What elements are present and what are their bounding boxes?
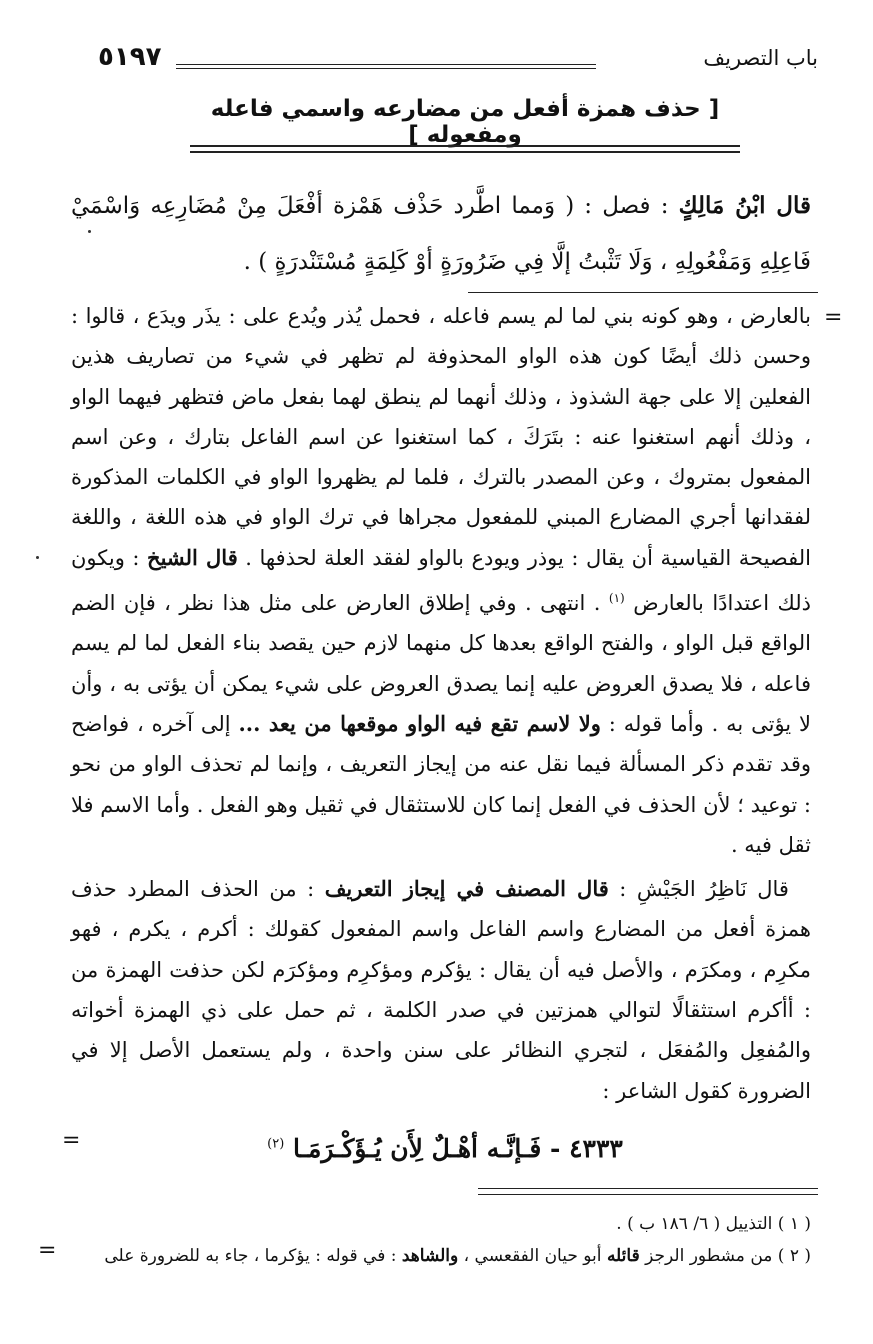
footnote-bold: قائله bbox=[606, 1246, 640, 1266]
matn-text bbox=[71, 178, 811, 290]
verse-number: ٤٣٣٣ - bbox=[550, 1134, 623, 1163]
paragraph: قال نَاظِرُ الجَيْشِ : قال المصنف في إيجاز التعريف : من الحذف المطرد حذف همزة أفعل من المضارع واسم الفاعل واسم المفعول كقولك : أكرم ، يكرم ، فهو مكرِم ، ومكرَم ، والأصل فيه أن يقال : يؤكرم ومؤكرِم ومؤكرَم لكن حذفت الهمزة من : أأكرم استثقالًا لتوالي همزتين في صدر الكلمة ، ثم حمل على ذي الهمزة أخواته والمُفعِل والمُفعَل ، لتجري النظائر على سنن واحدة ، ولم يستعمل الأصل إلا في الضرورة كقول الشاعر : bbox=[71, 876, 811, 1103]
footnote-text: ( ٢ ) من مشطور الرجز bbox=[645, 1246, 811, 1266]
verse-text: فَـإنَّـه أهْـلٌ لِأَن يُـؤَكْـرَمَـا bbox=[293, 1134, 542, 1163]
title-rule-bottom bbox=[190, 151, 740, 153]
footnotes bbox=[51, 1208, 811, 1272]
footnote-1: ( ١ ) التذييل ( ٦/ ١٨٦ ب ) . bbox=[616, 1214, 811, 1234]
page-number: ٥١٩٧ bbox=[98, 42, 162, 72]
paragraph bbox=[71, 296, 811, 865]
margin-dot bbox=[36, 556, 39, 559]
continuation-mark-top: = bbox=[824, 305, 843, 330]
matn-speaker: قال ابْنُ مَالِكٍ bbox=[678, 192, 812, 219]
continuation-mark-note: = bbox=[38, 1238, 57, 1263]
paragraph-text: بالعارض ، وهو كونه بني لما لم يسم فاعله ، فحمل يُذر ويُدع على : يذَر ويدَع ، قالوا : وحسن ذلك أيضًا كون هذه الواو المحذوفة لم تظهر في شيء من تصاريف هذين الفعلين إلا على جهة الشذوذ ، وذلك أنهما لم ينطق لهما بفعل ماض فتظهر فيهما الواو ، وذلك أنهم استغنوا عنه : بتَرَكَ ، كما استغنوا عن اسم الفاعل بتارك ، وعن اسم المفعول بمتروك ، وعن المصدر بالترك ، فلما لم يظهروا الواو في الكلمات المذكورة لفقدانها أجري المضارع المبني للمفعول مجراها في ترك الواو في هذه اللغة ، واللغة الفصيحة القياسية أن يقال : يوذر ويودع بالواو لفقد العلة لحذفها . bbox=[71, 304, 812, 570]
matn-body: : فصل : ( وَمما اطَّرد حَذْف هَمْزة أفْعَلَ مِنْ مُضَارِعِه وَاسْمَيْ فَاعِلِهِ وَمَفْعُولِهِ ، وَلَا تَثْبتُ إلَّا فِي ضَرُورَةٍ أوْ كَلِمَةٍ مُسْتَنْدرَةٍ ) . bbox=[71, 193, 811, 275]
poetry-verse bbox=[220, 1134, 670, 1163]
footnote-rule-bottom bbox=[478, 1194, 818, 1195]
source-title: قال المصنف في إيجاز التعريف bbox=[324, 876, 609, 902]
quoted-matn: ولا لاسم تقع فيه الواو موقعها من يعد ... bbox=[238, 710, 601, 736]
header-rule bbox=[176, 64, 596, 69]
paragraph-text: : ويكون ذلك اعتدادًا بالعارض bbox=[71, 545, 811, 616]
section-title: [ حذف همزة أفعل من مضارعه واسمي فاعله ومفعوله ] bbox=[210, 96, 720, 148]
chapter-title: باب التصريف bbox=[703, 46, 818, 70]
page-header bbox=[98, 42, 818, 82]
commentary-text bbox=[71, 296, 811, 1111]
footnote-rule-top bbox=[478, 1188, 818, 1189]
footnote-bold: والشاهد bbox=[401, 1246, 459, 1266]
sheikh-label: قال الشيخ bbox=[147, 544, 238, 570]
footnote-2 bbox=[51, 1240, 811, 1272]
margin-dot bbox=[88, 230, 91, 233]
title-rule-top bbox=[190, 145, 740, 147]
paragraph-text: . انتهى . وفي إطلاق العارض على مثل هذا نظر ، فإن الضم الواقع قبل الواو ، والفتح الواقع بعدها كل منهما لازم حين يقصد بناء الفعل لما لم يسم فاعله ، فلا يصدق العروض عليه إنما يصدق العروض على شيء يمكن أن يؤتى به ، وأن لا يؤتى به . وأما قوله : bbox=[71, 591, 811, 736]
paragraph-text: : من الحذف المطرد حذف همزة أفعل من المضارع واسم الفاعل واسم المفعول كقولك : أكرم ، يكرم ، فهو مكرِم ، ومكرَم ، والأصل فيه أن يقال : يؤكرم ومؤكرِم ومؤكرَم لكن حذفت الهمزة من : أأكرم استثقالًا لتوالي همزتين في صدر الكلمة ، ثم حمل على ذي الهمزة أخواته والمُفعِل والمُفعَل ، لتجري النظائر على سنن واحدة ، ولم يستعمل الأصل إلا في الضرورة كقول الشاعر : bbox=[71, 877, 811, 1103]
footnote-text: : في قوله : يؤكرما ، جاء به للضرورة على bbox=[104, 1246, 397, 1266]
matn-separator bbox=[468, 292, 818, 293]
footnote-text: أبو حيان الفقعسي ، bbox=[463, 1246, 602, 1266]
speaker-label: قال نَاظِرُ الجَيْشِ bbox=[636, 877, 789, 902]
paragraph-text: إلى آخره ، فواضح وقد تقدم ذكر المسألة فيما نقل عنه من إيجاز التعريف ، وإنما لم تحذف الواو من نحو : توعيد ؛ لأن الحذف في الفعل إنما كان للاستثقال في ثقيل وهو الفعل . وأما الاسم فلا ثقل فيه . bbox=[71, 711, 811, 857]
footnote-ref: (١) bbox=[608, 591, 625, 606]
continuation-mark-verse: = bbox=[62, 1128, 81, 1153]
footnote-ref: (٢) bbox=[267, 1136, 285, 1152]
